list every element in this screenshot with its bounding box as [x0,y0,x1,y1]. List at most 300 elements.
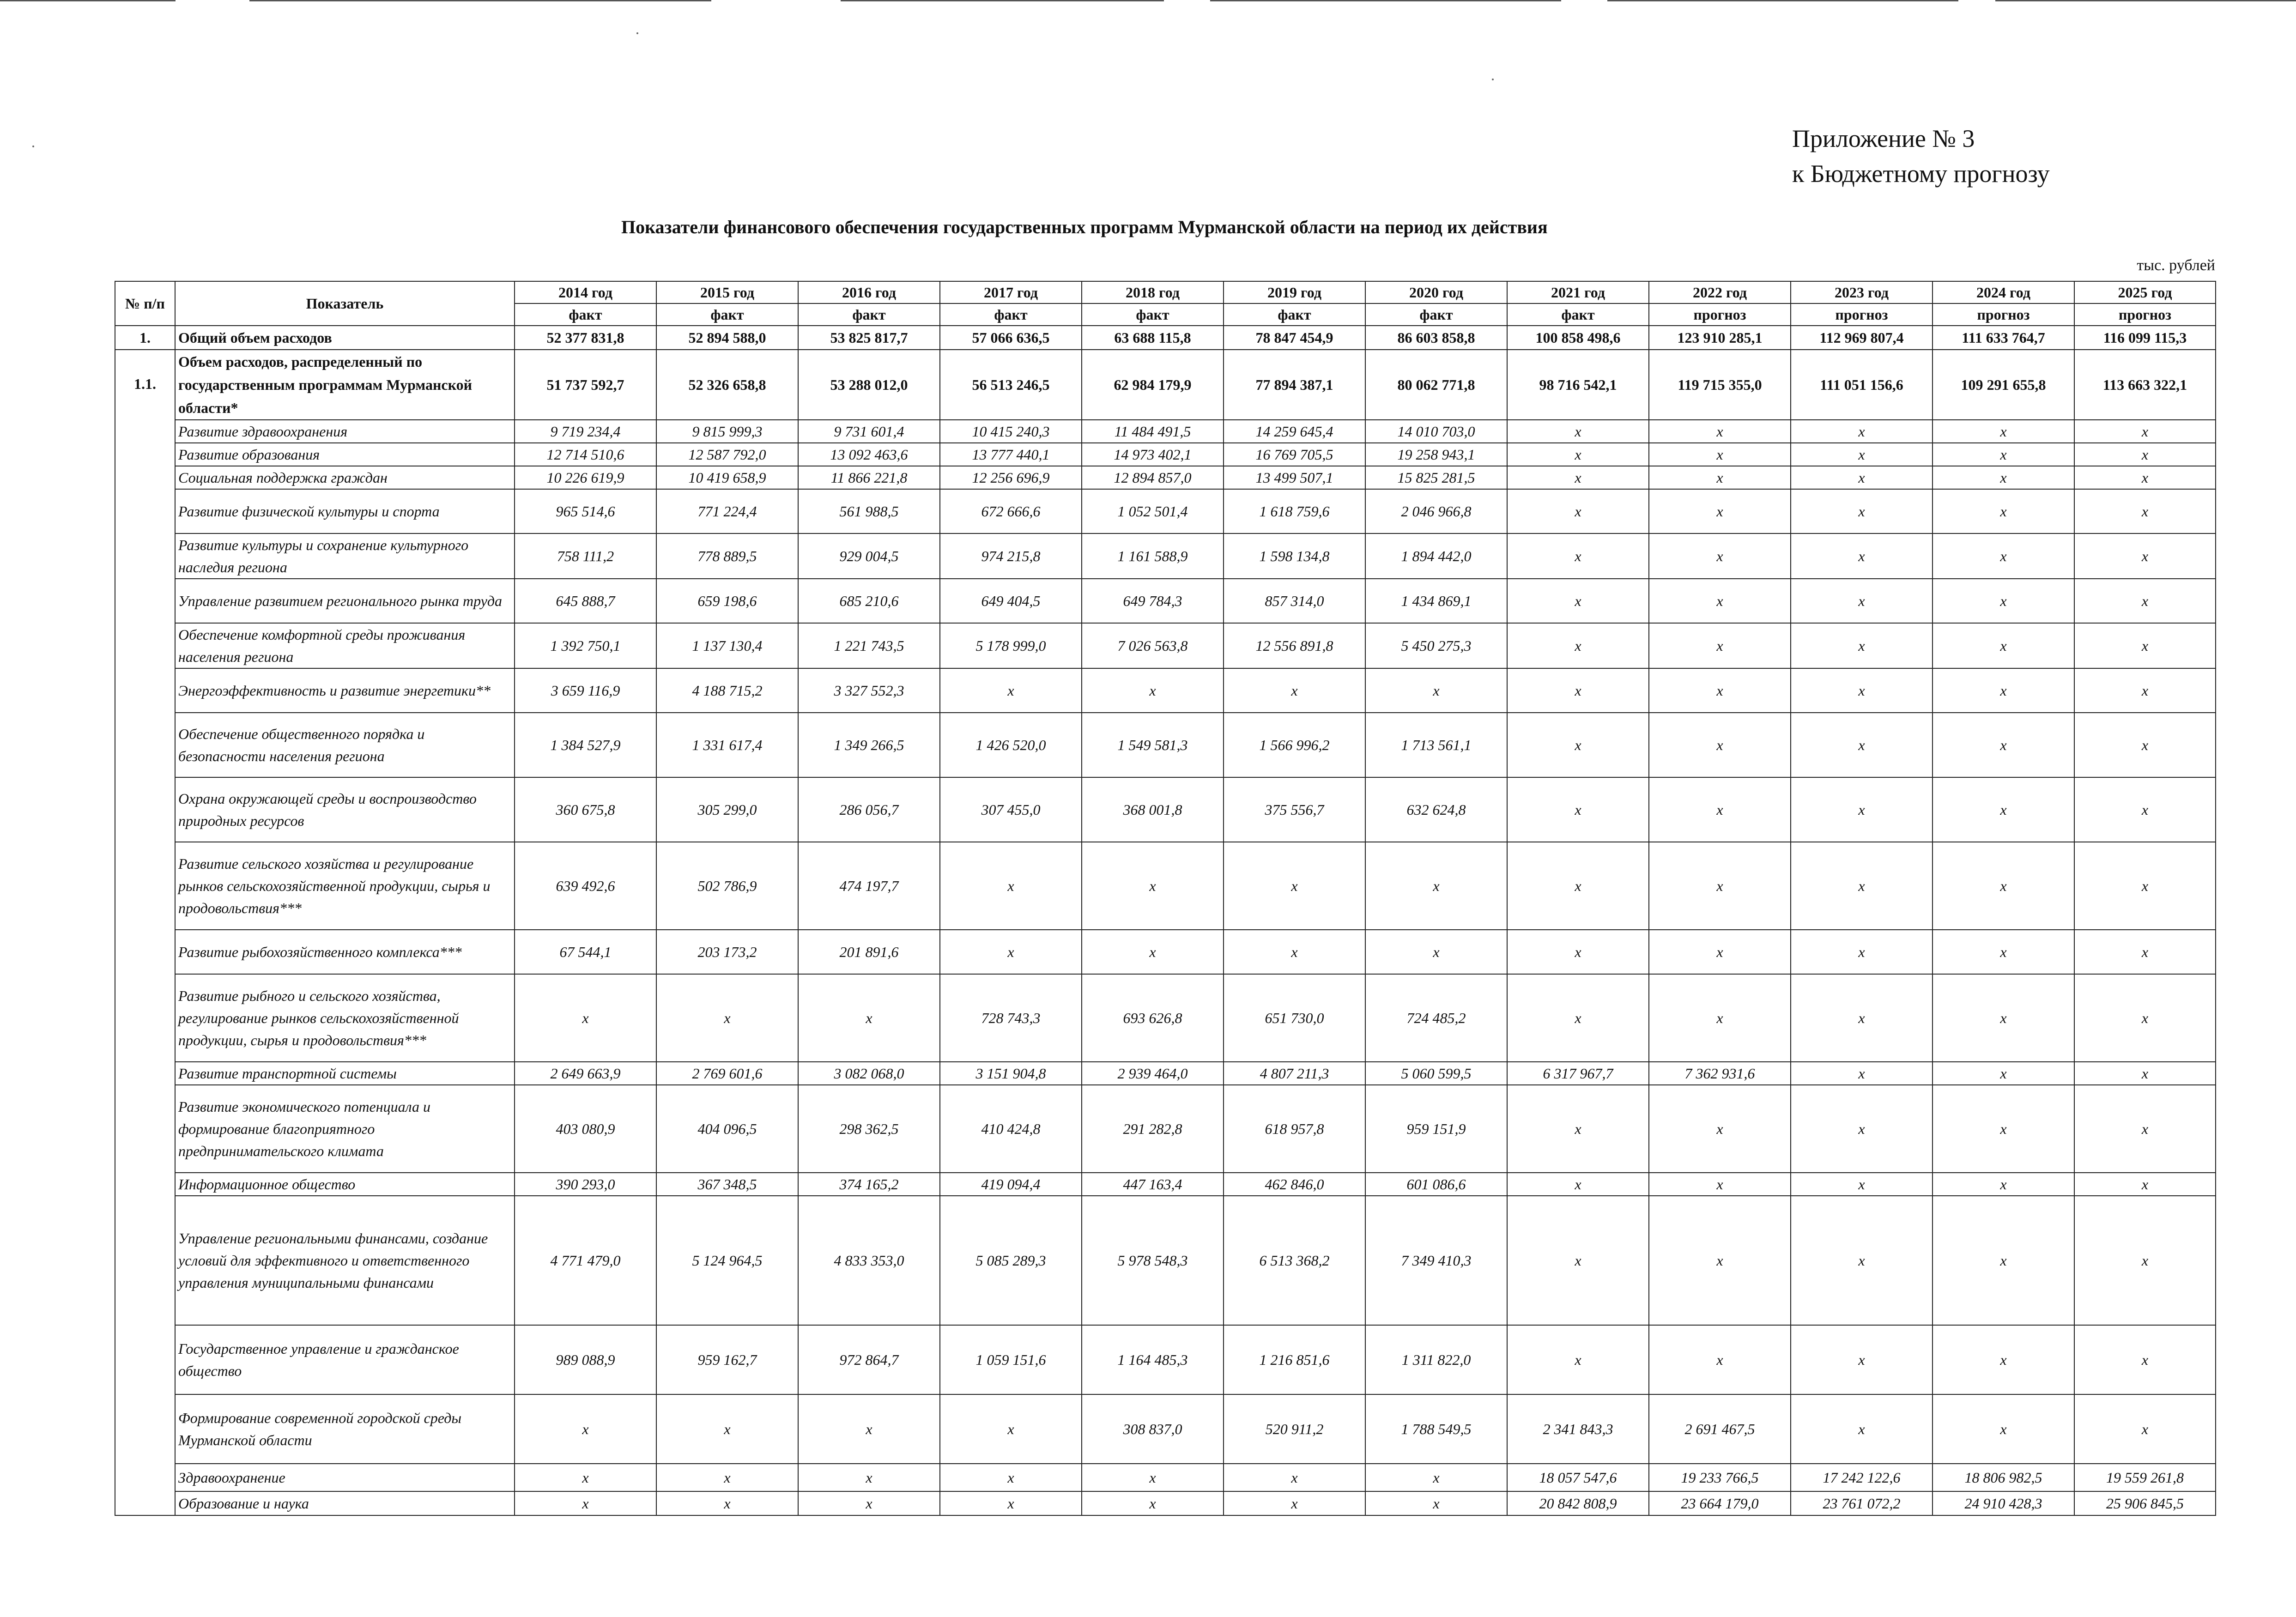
value-cell: x [1649,930,1791,974]
header-year: 2018 год [1082,281,1224,303]
value-cell: 15 825 281,5 [1365,466,1507,489]
header-year: 2022 год [1649,281,1791,303]
header-kind: факт [940,303,1082,326]
value-cell: x [1649,420,1791,443]
header-year: 2015 год [656,281,798,303]
value-cell: 63 688 115,8 [1082,326,1224,350]
value-cell: 52 326 658,8 [656,350,798,420]
value-cell: 649 404,5 [940,579,1082,623]
table-row [115,1173,2216,1196]
value-cell: x [2074,668,2216,713]
value-cell: 6 317 967,7 [1507,1062,1649,1085]
value-cell: 286 056,7 [798,777,940,842]
value-cell: x [1507,533,1649,579]
value-cell: 645 888,7 [515,579,656,623]
value-cell: 308 837,0 [1082,1394,1224,1464]
header-year: 2016 год [798,281,940,303]
value-cell: 2 939 464,0 [1082,1062,1224,1085]
header-kind: прогноз [1791,303,1933,326]
value-cell: x [1791,533,1933,579]
table-row [115,1394,2216,1464]
value-cell: x [1365,1491,1507,1515]
value-cell: x [515,1464,656,1491]
value-cell: 1 618 759,6 [1224,489,1365,533]
value-cell: 5 124 964,5 [656,1196,798,1325]
value-cell: 972 864,7 [798,1325,940,1394]
scan-edge-line [249,0,711,1]
value-cell: x [1791,974,1933,1062]
header-kind: прогноз [1933,303,2074,326]
value-cell: 375 556,7 [1224,777,1365,842]
value-cell: 601 086,6 [1365,1173,1507,1196]
value-cell: 651 730,0 [1224,974,1365,1062]
value-cell: x [1082,668,1224,713]
table-row [115,489,2216,533]
value-cell: 119 715 355,0 [1649,350,1791,420]
value-cell: 728 743,3 [940,974,1082,1062]
value-cell: x [1649,1085,1791,1173]
indicator-name: Охрана окружающей среды и воспроизводство природных ресурсов [175,777,515,842]
value-cell: x [1224,842,1365,930]
value-cell: 965 514,6 [515,489,656,533]
value-cell: x [1365,668,1507,713]
value-cell: x [940,1394,1082,1464]
value-cell: 9 815 999,3 [656,420,798,443]
value-cell: 659 198,6 [656,579,798,623]
value-cell: x [2074,713,2216,777]
value-cell: x [1933,1062,2074,1085]
value-cell: 672 666,6 [940,489,1082,533]
value-cell: x [1365,842,1507,930]
table-row [115,1325,2216,1394]
table-row [115,1062,2216,1085]
value-cell: x [1507,713,1649,777]
value-cell: 16 769 705,5 [1224,443,1365,466]
value-cell: 20 842 808,9 [1507,1491,1649,1515]
value-cell: 1 161 588,9 [1082,533,1224,579]
header-kind: факт [656,303,798,326]
header-num: № п/п [115,281,175,326]
value-cell: x [798,974,940,1062]
value-cell: x [1507,1173,1649,1196]
table-row [115,350,2216,420]
value-cell: x [1791,420,1933,443]
value-cell: 1 216 851,6 [1224,1325,1365,1394]
header-indicator: Показатель [175,281,515,326]
value-cell: x [1507,579,1649,623]
value-cell: 1 164 485,3 [1082,1325,1224,1394]
value-cell: 1 311 822,0 [1365,1325,1507,1394]
annex-reference: к Бюджетному прогнозу [1792,160,2050,188]
value-cell: x [1791,777,1933,842]
value-cell: 857 314,0 [1224,579,1365,623]
value-cell: x [1933,1173,2074,1196]
indicator-name: Обеспечение комфортной среды проживания населения региона [175,623,515,668]
indicator-name: Развитие образования [175,443,515,466]
value-cell: x [1933,533,2074,579]
table-row [115,668,2216,713]
value-cell: 474 197,7 [798,842,940,930]
value-cell: x [1791,1085,1933,1173]
value-cell: x [1791,1196,1933,1325]
table-row [115,623,2216,668]
value-cell: x [1791,668,1933,713]
value-cell: 410 424,8 [940,1085,1082,1173]
value-cell: 57 066 636,5 [940,326,1082,350]
value-cell: x [1649,974,1791,1062]
indicator-name: Развитие культуры и сохранение культурного наследия региона [175,533,515,579]
value-cell: 1 434 869,1 [1365,579,1507,623]
value-cell: x [1933,842,2074,930]
value-cell: 4 188 715,2 [656,668,798,713]
value-cell: x [1224,1491,1365,1515]
value-cell: 123 910 285,1 [1649,326,1791,350]
value-cell: 1 598 134,8 [1224,533,1365,579]
value-cell: x [1507,842,1649,930]
value-cell: x [1507,930,1649,974]
value-cell: 403 080,9 [515,1085,656,1173]
header-kind: прогноз [1649,303,1791,326]
value-cell: x [1933,930,2074,974]
value-cell: x [1507,1196,1649,1325]
header-kind: факт [798,303,940,326]
value-cell: 1 549 581,3 [1082,713,1224,777]
value-cell: 367 348,5 [656,1173,798,1196]
value-cell: x [1649,668,1791,713]
value-cell: 374 165,2 [798,1173,940,1196]
value-cell: x [1791,1062,1933,1085]
value-cell: 10 419 658,9 [656,466,798,489]
indicator-name: Информационное общество [175,1173,515,1196]
scan-edge-line [0,0,176,1]
value-cell: 929 004,5 [798,533,940,579]
indicator-name: Развитие здравоохранения [175,420,515,443]
value-cell: 10 415 240,3 [940,420,1082,443]
value-cell: x [656,1464,798,1491]
value-cell: x [1649,623,1791,668]
value-cell: x [1082,1491,1224,1515]
value-cell: x [798,1464,940,1491]
value-cell: x [1791,466,1933,489]
value-cell: 2 691 467,5 [1649,1394,1791,1464]
value-cell: x [1082,930,1224,974]
value-cell: 5 085 289,3 [940,1196,1082,1325]
value-cell: 959 162,7 [656,1325,798,1394]
value-cell: x [1507,466,1649,489]
value-cell: 6 513 368,2 [1224,1196,1365,1325]
indicator-name: Развитие рыбохозяйственного комплекса*** [175,930,515,974]
value-cell: 5 450 275,3 [1365,623,1507,668]
header-kind: факт [1365,303,1507,326]
value-cell: x [515,1491,656,1515]
value-cell: 19 559 261,8 [2074,1464,2216,1491]
table-row [115,443,2216,466]
value-cell: x [2074,420,2216,443]
value-cell: 18 057 547,6 [1507,1464,1649,1491]
value-cell: 51 737 592,7 [515,350,656,420]
value-cell: x [1649,466,1791,489]
value-cell: 3 327 552,3 [798,668,940,713]
value-cell: 4 771 479,0 [515,1196,656,1325]
value-cell: 11 866 221,8 [798,466,940,489]
row-number: 1.1. [115,350,175,1515]
header-year: 2014 год [515,281,656,303]
value-cell: x [1649,777,1791,842]
value-cell: x [940,668,1082,713]
value-cell: 419 094,4 [940,1173,1082,1196]
value-cell: x [2074,623,2216,668]
value-cell: 7 362 931,6 [1649,1062,1791,1085]
value-cell: 13 777 440,1 [940,443,1082,466]
value-cell: 307 455,0 [940,777,1082,842]
value-cell: 771 224,4 [656,489,798,533]
value-cell: 758 111,2 [515,533,656,579]
value-cell: 1 349 266,5 [798,713,940,777]
table-row [115,1491,2216,1515]
value-cell: 390 293,0 [515,1173,656,1196]
value-cell: 3 082 068,0 [798,1062,940,1085]
value-cell: 78 847 454,9 [1224,326,1365,350]
value-cell: 12 894 857,0 [1082,466,1224,489]
value-cell: 111 633 764,7 [1933,326,2074,350]
indicator-name: Формирование современной городской среды Мурманской области [175,1394,515,1464]
value-cell: x [1507,777,1649,842]
indicator-name: Образование и наука [175,1491,515,1515]
annex-number: Приложение № 3 [1792,125,1975,152]
value-cell: x [798,1491,940,1515]
value-cell: x [940,1491,1082,1515]
value-cell: x [940,930,1082,974]
scan-edge-line [1995,0,2296,1]
value-cell: 23 761 072,2 [1791,1491,1933,1515]
value-cell: x [1649,489,1791,533]
row-number: 1. [115,326,175,350]
value-cell: 693 626,8 [1082,974,1224,1062]
value-cell: x [1649,842,1791,930]
table-row [115,579,2216,623]
table-row [115,842,2216,930]
value-cell: 1 713 561,1 [1365,713,1507,777]
value-cell: 52 894 588,0 [656,326,798,350]
value-cell: 14 259 645,4 [1224,420,1365,443]
value-cell: x [1507,489,1649,533]
value-cell: x [1933,443,2074,466]
header-year: 2023 год [1791,281,1933,303]
value-cell: x [1933,1325,2074,1394]
value-cell: 989 088,9 [515,1325,656,1394]
scan-edge-line [1607,0,1958,1]
value-cell: x [515,974,656,1062]
value-cell: x [1649,713,1791,777]
header-year: 2017 год [940,281,1082,303]
header-kind: факт [1507,303,1649,326]
value-cell: x [1933,623,2074,668]
value-cell: x [2074,1062,2216,1085]
scan-edge-line [841,0,1164,1]
indicator-name: Развитие физической культуры и спорта [175,489,515,533]
value-cell: 52 377 831,8 [515,326,656,350]
value-cell: 1 331 617,4 [656,713,798,777]
value-cell: x [2074,579,2216,623]
value-cell: x [1791,930,1933,974]
value-cell: 5 978 548,3 [1082,1196,1224,1325]
value-cell: x [1933,1394,2074,1464]
scan-speck [636,32,638,34]
table-row [115,466,2216,489]
value-cell: x [1649,1196,1791,1325]
indicator-name: Развитие сельского хозяйства и регулирование рынков сельскохозяйственной продукции, сырья и продовольствия*** [175,842,515,930]
table-row [115,1196,2216,1325]
value-cell: x [1791,842,1933,930]
value-cell: 778 889,5 [656,533,798,579]
value-cell: 5 178 999,0 [940,623,1082,668]
indicator-name: Объем расходов, распределенный по государственным программам Мурманской области* [175,350,515,420]
scan-speck [32,145,34,147]
value-cell: 2 046 966,8 [1365,489,1507,533]
value-cell: x [1791,443,1933,466]
value-cell: 1 384 527,9 [515,713,656,777]
value-cell: 5 060 599,5 [1365,1062,1507,1085]
value-cell: 291 282,8 [1082,1085,1224,1173]
value-cell: x [1791,1173,1933,1196]
value-cell: 77 894 387,1 [1224,350,1365,420]
value-cell: x [1933,1085,2074,1173]
indicator-name: Развитие транспортной системы [175,1062,515,1085]
value-cell: 23 664 179,0 [1649,1491,1791,1515]
value-cell: x [1933,466,2074,489]
value-cell: 113 663 322,1 [2074,350,2216,420]
value-cell: 959 151,9 [1365,1085,1507,1173]
value-cell: 561 988,5 [798,489,940,533]
header-kind: факт [1224,303,1365,326]
value-cell: 2 649 663,9 [515,1062,656,1085]
value-cell: x [1365,930,1507,974]
value-cell: 618 957,8 [1224,1085,1365,1173]
value-cell: x [2074,1196,2216,1325]
indicator-name: Развитие экономического потенциала и формирование благоприятного предпринимательского климата [175,1085,515,1173]
indicator-name: Общий объем расходов [175,326,515,350]
value-cell: 447 163,4 [1082,1173,1224,1196]
value-cell: 53 288 012,0 [798,350,940,420]
value-cell: 1 426 520,0 [940,713,1082,777]
value-cell: x [1933,1196,2074,1325]
value-cell: x [1791,623,1933,668]
table-row [115,930,2216,974]
value-cell: 14 010 703,0 [1365,420,1507,443]
value-cell: x [1507,974,1649,1062]
value-cell: x [1649,443,1791,466]
indicator-name: Развитие рыбного и сельского хозяйства, регулирование рынков сельскохозяйственной продукции, сырья и продовольствия*** [175,974,515,1062]
value-cell: 11 484 491,5 [1082,420,1224,443]
value-cell: x [2074,489,2216,533]
value-cell: 10 226 619,9 [515,466,656,489]
value-cell: x [2074,930,2216,974]
value-cell: x [1224,668,1365,713]
value-cell: x [1507,668,1649,713]
value-cell: x [2074,443,2216,466]
value-cell: x [1933,420,2074,443]
value-cell: x [1224,930,1365,974]
value-cell: 13 092 463,6 [798,443,940,466]
value-cell: x [1791,713,1933,777]
value-cell: 1 392 750,1 [515,623,656,668]
table-row [115,533,2216,579]
table-row [115,420,2216,443]
value-cell: 19 233 766,5 [1649,1464,1791,1491]
value-cell: 24 910 428,3 [1933,1491,2074,1515]
value-cell: x [1082,842,1224,930]
value-cell: 1 788 549,5 [1365,1394,1507,1464]
value-cell: 203 173,2 [656,930,798,974]
value-cell: x [1365,1464,1507,1491]
value-cell: x [1649,1173,1791,1196]
indicator-name: Обеспечение общественного порядка и безопасности населения региона [175,713,515,777]
value-cell: 12 587 792,0 [656,443,798,466]
value-cell: 98 716 542,1 [1507,350,1649,420]
value-cell: 360 675,8 [515,777,656,842]
document-title: Показатели финансового обеспечения государственных программ Мурманской области на период их действия [621,217,1548,237]
indicator-name: Управление региональными финансами, создание условий для эффективного и ответственного управления муниципальными финансами [175,1196,515,1325]
value-cell: x [1933,489,2074,533]
value-cell: x [2074,533,2216,579]
value-cell: 25 906 845,5 [2074,1491,2216,1515]
value-cell: 305 299,0 [656,777,798,842]
value-cell: x [1933,668,2074,713]
value-cell: 7 026 563,8 [1082,623,1224,668]
value-cell: x [1649,579,1791,623]
value-cell: x [1933,579,2074,623]
value-cell: 116 099 115,3 [2074,326,2216,350]
value-cell: x [1791,1325,1933,1394]
value-cell: x [2074,1085,2216,1173]
value-cell: 3 659 116,9 [515,668,656,713]
value-cell: 3 151 904,8 [940,1062,1082,1085]
value-cell: 4 807 211,3 [1224,1062,1365,1085]
value-cell: x [1507,1325,1649,1394]
value-cell: 12 256 696,9 [940,466,1082,489]
value-cell: 12 714 510,6 [515,443,656,466]
value-cell: 2 341 843,3 [1507,1394,1649,1464]
header-year: 2024 год [1933,281,2074,303]
table-row [115,1085,2216,1173]
table-row [115,713,2216,777]
header-year: 2021 год [1507,281,1649,303]
header-year: 2019 год [1224,281,1365,303]
value-cell: 86 603 858,8 [1365,326,1507,350]
value-cell: 368 001,8 [1082,777,1224,842]
value-cell: x [1933,777,2074,842]
table-row [115,1464,2216,1491]
indicator-name: Государственное управление и гражданское общество [175,1325,515,1394]
value-cell: x [515,1394,656,1464]
value-cell: 201 891,6 [798,930,940,974]
value-cell: 19 258 943,1 [1365,443,1507,466]
value-cell: x [2074,842,2216,930]
indicator-name: Управление развитием регионального рынка труда [175,579,515,623]
indicator-name: Здравоохранение [175,1464,515,1491]
value-cell: x [940,1464,1082,1491]
value-cell: x [2074,1325,2216,1394]
value-cell: 1 566 996,2 [1224,713,1365,777]
value-cell: 18 806 982,5 [1933,1464,2074,1491]
value-cell: 9 719 234,4 [515,420,656,443]
value-cell: 502 786,9 [656,842,798,930]
value-cell: x [1933,713,2074,777]
value-cell: x [1507,623,1649,668]
table-row [115,326,2216,350]
value-cell: 80 062 771,8 [1365,350,1507,420]
value-cell: 1 221 743,5 [798,623,940,668]
